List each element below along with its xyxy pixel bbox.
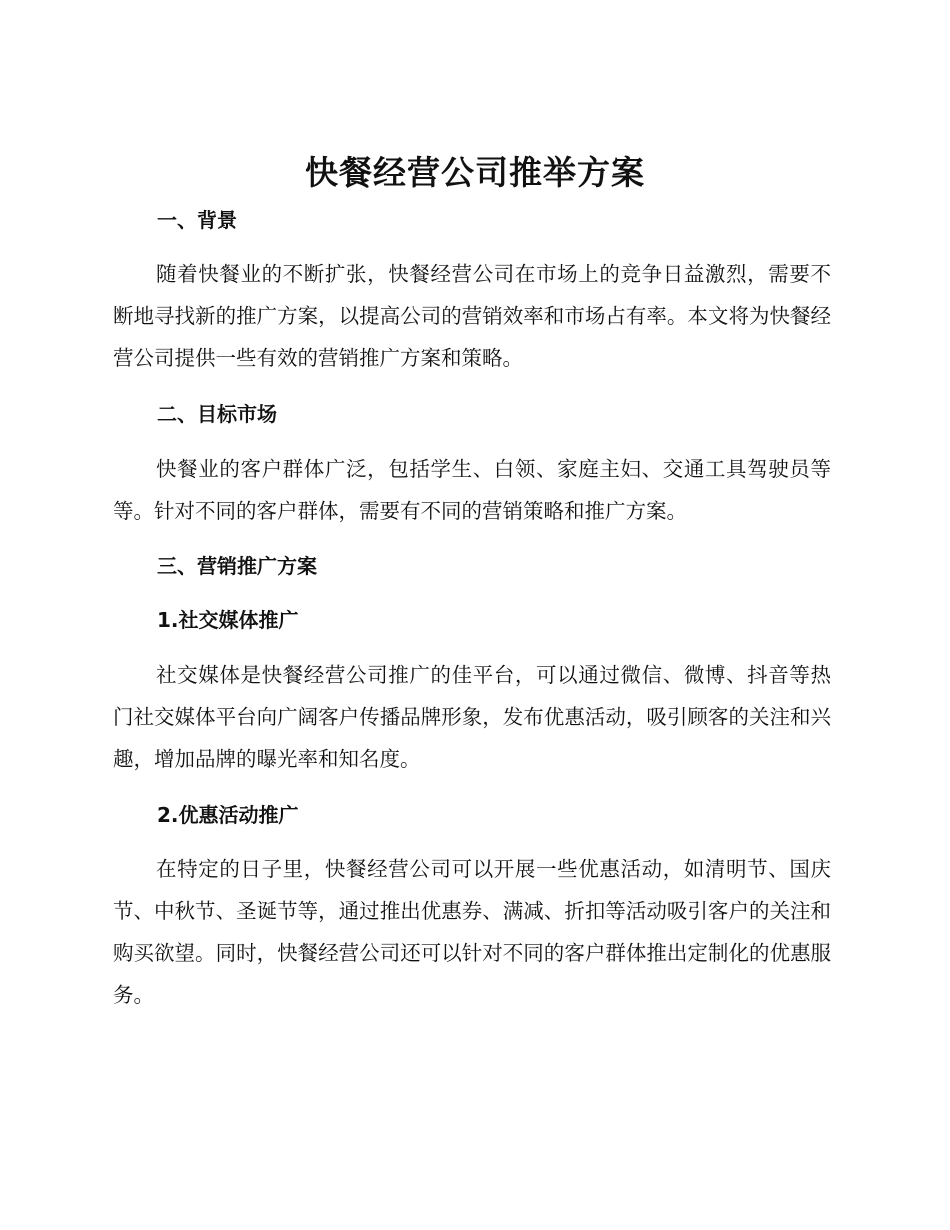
subsection-paragraph-social-media: 社交媒体是快餐经营公司推广的佳平台，可以通过微信、微博、抖音等热门社交媒体平台向广阔客户传播品牌形象，发布优惠活动，吸引顾客的关注和兴趣，增加品牌的曝光率和知名度。 — [113, 663, 831, 771]
section-heading-background: 一、背景 — [157, 208, 237, 232]
section-paragraph-background: 随着快餐业的不断扩张，快餐经营公司在市场上的竞争日益激烈，需要不断地寻找新的推广方案，以提高公司的营销效率和市场占有率。本文将为快餐经营公司提供一些有效的营销推广方案和策略。 — [113, 262, 831, 370]
subsection-paragraph-promotions: 在特定的日子里，快餐经营公司可以开展一些优惠活动，如清明节、国庆节、中秋节、圣诞节等，通过推出优惠券、满减、折扣等活动吸引客户的关注和购买欲望。同时，快餐经营公司还可以针对不同的客户群体推出定制化的优惠服务。 — [113, 857, 831, 1007]
subsection-heading-promotions: 2.优惠活动推广 — [157, 803, 299, 827]
section-heading-marketing-plan: 三、营销推广方案 — [157, 554, 317, 578]
section-heading-target-market: 二、目标市场 — [157, 402, 277, 426]
document-title: 快餐经营公司推举方案 — [305, 153, 645, 192]
section-paragraph-target-market: 快餐业的客户群体广泛，包括学生、白领、家庭主妇、交通工具驾驶员等等。针对不同的客户群体，需要有不同的营销策略和推广方案。 — [113, 457, 831, 523]
subsection-heading-social-media: 1.社交媒体推广 — [157, 608, 299, 632]
